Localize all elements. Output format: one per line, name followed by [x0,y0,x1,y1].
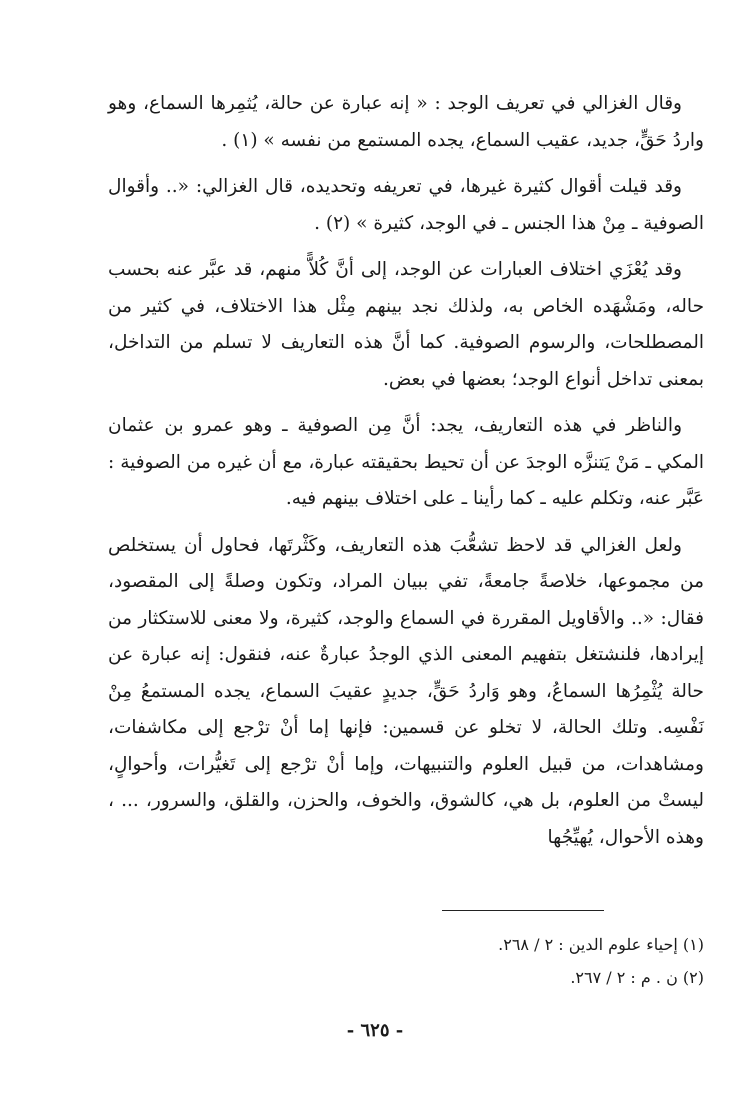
paragraph-2: وقد قيلت أقوال كثيرة غيرها، في تعريفه وتحديده، قال الغزالي: «.. وأقوال الصوفية ـ مِنْ هذا الجنس ـ في الوجد، كثيرة » (٢) . [108,176,704,234]
page-number: - ٦٢٥ - [346,1020,404,1041]
footnotes [300,928,704,994]
main-text [108,86,704,856]
paragraph-3: وقد يُعْزَي اختلاف العبارات عن الوجد، إلى أنَّ كُلاًّ منهم، قد عبَّر عنه بحسب حاله، ومَشْهَده الخاص به، ولذلك نجد بينهم مِثْل هذا الاختلاف، في كثير من المصطلحات، والرسوم الصوفية. كما أنَّ هذه التعاريف لا تسلم من التداخل، بمعنى تداخل أنواع الوجد؛ بعضها في بعض. [108,259,704,390]
footnote-1: (١) إحياء علوم الدين : ٢ / ٢٦٨. [498,935,704,954]
paragraph-4: والناظر في هذه التعاريف، يجد: أنَّ مِن الصوفية ـ وهو عمرو بن عثمان المكي ـ مَنْ يَتنزَّه الوجدَ عن أن تحيط بحقيقته عبارة، مع أن غيره من الصوفية : عَبَّر عنه، وتكلم عليه ـ كما رأينا ـ على اختلاف بينهم فيه. [108,415,704,509]
footnote-separator [442,910,604,911]
paragraph-5: ولعل الغزالي قد لاحظ تشعُّبَ هذه التعاريف، وكَثْرتَها، فحاول أن يستخلص من مجموعها، خلاصةً جامعةً، تفي ببيان المراد، وتكون وصلةً إلى المقصود، فقال: «.. والأقاويل المقررة في السماع والوجد، كثيرة، ولا معنى للاستكثار من إيرادها، فلنشتغل بتفهيم المعنى الذي الوجدُ عبارةٌ عنه، فنقول: إنه عبارة عن حالة يُثْمِرُها السماعُ، وهو وَاردُ حَقٍّ، جديدٍ عقيبَ السماع، يجده المستمعُ مِنْ نَفْسِه. وتلك الحالة، لا تخلو عن قسمين: فإنها إما أنْ ترْجع إلى مكاشفات، ومشاهدات، من قبيل العلوم والتنبيهات، وإما أنْ ترْجع إلى تَغيُّرات، وأحوالٍ، ليستْ من العلوم، بل هي، كالشوق، والخوف، والحزن، والقلق، والسرور، ... ، وهذه الأحوال، يُهيِّجُها [108,534,704,848]
paragraph-1: وقال الغزالي في تعريف الوجد : « إنه عبارة عن حالة، يُثمِرها السماع، وهو واردُ حَقٍّ، جديد، عقيب السماع، يجده المستمع من نفسه » (١) . [108,93,704,151]
footnote-2: (٢) ن . م : ٢ / ٢٦٧. [570,968,704,987]
